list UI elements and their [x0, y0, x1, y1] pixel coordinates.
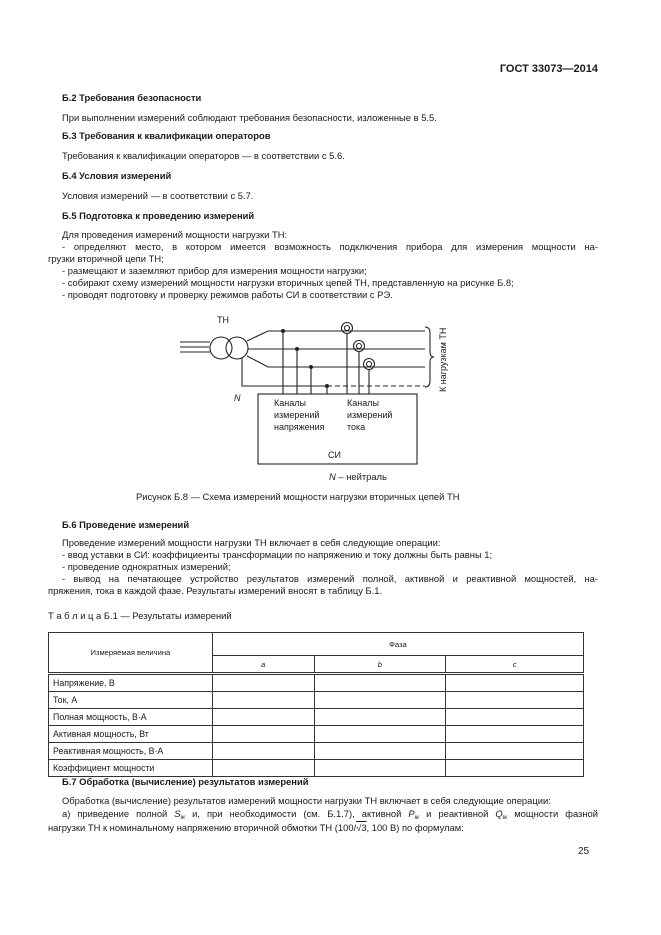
paragraph: Требования к квалификации операторов — в соответствии с 5.6. — [62, 150, 345, 161]
sqrt-3: √3 — [356, 822, 367, 833]
paragraph-line: - определяют место, в котором имеется возможность подключения прибора для измерения мощности на- — [62, 241, 598, 252]
phase-header: b — [314, 656, 446, 674]
paragraph-line: Для проведения измерений мощности нагрузки ТН: — [62, 229, 288, 240]
page-number: 25 — [578, 846, 590, 857]
cell — [446, 692, 584, 709]
neutral-legend-text: – нейтраль — [335, 471, 387, 482]
subscript: iк — [414, 814, 420, 821]
paragraph-line: - размещают и заземляют прибор для измерения мощности нагрузки; — [62, 265, 367, 276]
paragraph-line: Проведение измерений мощности нагрузки ТН включает в себя следующие операции: — [62, 537, 441, 548]
voltage-channels-label: напряжения — [274, 422, 325, 432]
cell — [212, 674, 314, 692]
table-row — [49, 674, 584, 692]
text: , 100 В) по формулам: — [366, 822, 464, 833]
cell — [446, 760, 584, 777]
text: и, при необходимости (см. Б.1.7), активной — [185, 808, 409, 819]
figure-caption: Рисунок Б.8 — Схема измерений мощности нагрузки вторичных цепей ТН — [136, 491, 460, 502]
tn-label: ТН — [217, 315, 229, 325]
cell — [314, 760, 446, 777]
cell — [314, 726, 446, 743]
neutral-label: N — [234, 393, 241, 403]
paragraph-line: - ввод уставки в СИ: коэффициенты трансформации по напряжению и току должны быть равны 1; — [62, 549, 493, 560]
results-table — [48, 632, 584, 777]
text: и реактивной — [419, 808, 496, 819]
row-label: Полная мощность, В·А — [49, 709, 213, 726]
phase-header: c — [446, 656, 584, 674]
section-heading: Б.6 Проведение измерений — [62, 519, 190, 530]
cell — [446, 726, 584, 743]
cell — [446, 709, 584, 726]
transformer-secondary-winding — [226, 337, 248, 359]
cell — [314, 709, 446, 726]
si-label: СИ — [328, 450, 341, 460]
paragraph: При выполнении измерений соблюдают требования безопасности, изложенные в 5.5. — [62, 112, 437, 123]
row-label: Активная мощность, Вт — [49, 726, 213, 743]
cell — [212, 760, 314, 777]
cell — [212, 709, 314, 726]
symbol-p: P — [408, 808, 415, 819]
section-heading: Б.7 Обработка (вычисление) результатов измерений — [62, 776, 309, 787]
current-channels-label: измерений — [347, 410, 393, 420]
current-channels-label: тока — [347, 422, 366, 432]
section-heading: Б.3 Требования к квалификации операторов — [62, 130, 271, 141]
loads-label: К нагрузкам ТН — [438, 327, 448, 392]
cell — [314, 692, 446, 709]
paragraph-line: - собирают схему измерений мощности нагрузки вторичных цепей ТН, представленную на рисунке Б.8; — [62, 277, 514, 288]
cell — [314, 674, 446, 692]
loads-brace — [425, 327, 434, 387]
group-header: Фаза — [212, 633, 583, 656]
section-heading: Б.4 Условия измерений — [62, 170, 172, 181]
text: нагрузки ТН к номинальному напряжению вторичной обмотки ТН (100/ — [48, 822, 357, 833]
voltage-channels-label: Каналы — [274, 398, 306, 408]
neutral-legend — [329, 471, 387, 483]
current-sensor-b — [354, 341, 365, 352]
table-row — [49, 709, 584, 726]
cell — [446, 743, 584, 760]
cell — [212, 726, 314, 743]
paragraph-line: - вывод на печатающее устройство результатов измерений полной, активной и реактивной мощностей, на- — [62, 573, 598, 584]
table-caption — [48, 610, 232, 622]
current-sensor-a — [342, 323, 353, 334]
symbol-s: S — [174, 808, 181, 819]
phase-header: a — [212, 656, 314, 674]
document-id: ГОСТ 33073—2014 — [499, 63, 598, 75]
paragraph-line: - проводят подготовку и проверку режимов работы СИ в соответствии с РЭ. — [62, 289, 393, 300]
paragraph: Условия измерений — в соответствии с 5.7. — [62, 190, 254, 201]
table-row — [49, 726, 584, 743]
table-row — [49, 692, 584, 709]
row-label: Ток, А — [49, 692, 213, 709]
cell — [314, 743, 446, 760]
subscript: iк — [502, 814, 508, 821]
symbol-q: Q — [495, 808, 503, 819]
column-header: Измеряемая величина — [49, 633, 213, 674]
row-label: Реактивная мощность, В·А — [49, 743, 213, 760]
paragraph-line: пряжения, тока в каждой фазе. Результаты измерений вносят в таблицу Б.1. — [48, 585, 383, 596]
paragraph-line — [48, 822, 464, 834]
text: а) приведение полной — [62, 808, 175, 819]
current-channels-label: Каналы — [347, 398, 379, 408]
section-heading: Б.5 Подготовка к проведению измерений — [62, 210, 255, 221]
row-label: Коэффициент мощности — [49, 760, 213, 777]
subscript: iк — [180, 814, 186, 821]
neutral-symbol: N — [329, 471, 336, 482]
table-caption-text: — Результаты измерений — [117, 610, 232, 621]
table-caption-prefix: Т а б л и ц а Б.1 — [48, 610, 118, 621]
section-heading: Б.2 Требования безопасности — [62, 92, 202, 103]
current-sensor-c — [364, 359, 375, 370]
cell — [446, 674, 584, 692]
table-row — [49, 760, 584, 777]
row-label: Напряжение, В — [49, 674, 213, 692]
table-row — [49, 743, 584, 760]
paragraph-line: грузки вторичной цепи ТН; — [48, 253, 164, 264]
cell — [212, 743, 314, 760]
text: мощности фазной — [507, 808, 598, 819]
voltage-channels-label: измерений — [274, 410, 320, 420]
cell — [212, 692, 314, 709]
paragraph-line: - проведение однократных измерений; — [62, 561, 231, 572]
paragraph-line: Обработка (вычисление) результатов измерений мощности нагрузки ТН включает в себя следующие операции: — [62, 795, 551, 806]
